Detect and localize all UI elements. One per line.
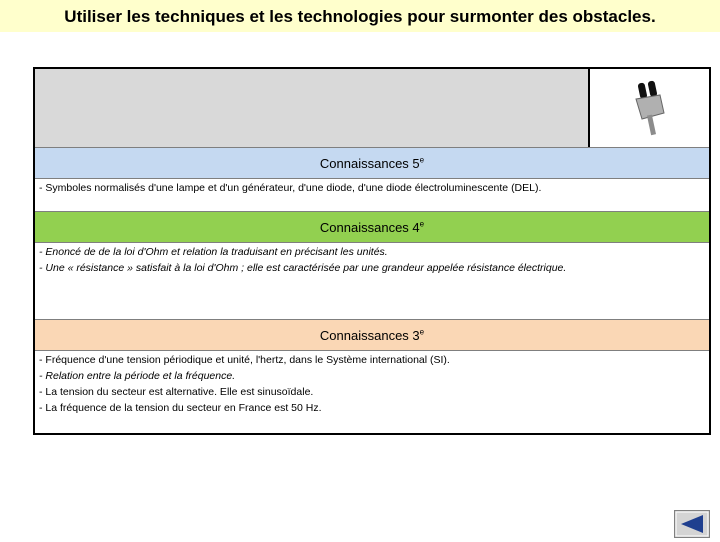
section-heading-4e: Connaissances 4e: [35, 211, 709, 243]
plug-icon: [630, 79, 670, 139]
section-body-5e: [39, 180, 703, 196]
list-item: - Enoncé de de la loi d'Ohm et relation la traduisant en précisant les unités.: [39, 246, 388, 258]
section-body-4e: [39, 244, 703, 276]
header-placeholder-cell: [35, 69, 590, 147]
list-item: - La tension du secteur est alternative. Elle est sinusoïdale.: [39, 386, 314, 398]
section-heading-5e: Connaissances 5e: [35, 147, 709, 179]
list-item: - La fréquence de la tension du secteur en France est 50 Hz.: [39, 402, 322, 414]
page-title: Utiliser les techniques et les technologies pour surmonter des obstacles.: [64, 7, 656, 26]
content-table: [33, 67, 711, 435]
title-bar: [0, 0, 720, 32]
list-item: - Symboles normalisés d'une lampe et d'un générateur, d'une diode, d'une diode électroluminescente (DEL).: [39, 182, 542, 194]
list-item: - Une « résistance » satisfait à la loi d'Ohm ; elle est caractérisée par une grandeur appelée résistance électrique.: [39, 262, 567, 274]
back-button[interactable]: [674, 510, 710, 538]
icon-cell: [590, 69, 709, 147]
list-item: - Relation entre la période et la fréquence.: [39, 370, 236, 382]
list-item: - Fréquence d'une tension périodique et unité, l'hertz, dans le Système international (SI).: [39, 354, 450, 366]
back-arrow-icon: [675, 511, 709, 537]
section-heading-3e: Connaissances 3e: [35, 319, 709, 351]
section-body-3e: [39, 352, 703, 416]
